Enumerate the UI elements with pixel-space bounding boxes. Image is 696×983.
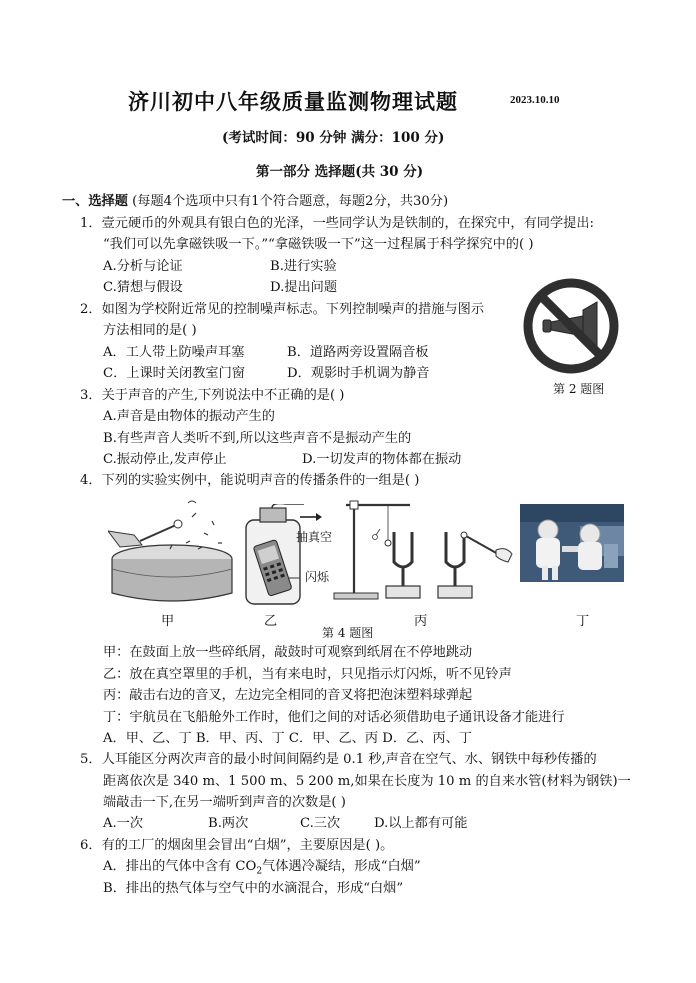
flash-label: 闪烁 <box>305 570 330 584</box>
q6-option-a-sub: 2 <box>256 866 263 877</box>
q3-option-c: C.振动停止,发声停止 <box>103 452 227 467</box>
q5-option-d: D.以上都有可能 <box>374 816 468 831</box>
tuning-fork-right-image <box>436 524 516 600</box>
q4-stem: 4．下列的实验实例中，能说明声音的传播条件的一组是( ) <box>80 473 420 488</box>
q2-option-c: C．上课时关闭教室门窗 <box>103 366 245 381</box>
q4-desc-bing: 丙：敲击右边的音叉，左边完全相同的音叉将把泡沫塑料球弹起 <box>103 688 473 703</box>
q5-stem-2: 距离依次是 340 m、1 500 m、5 200 m,如果在长度为 10 m 的自来水管(材料为钢铁)一 <box>103 774 631 789</box>
q6-option-a-post: 气体遇冷凝结，形成“白烟” <box>262 859 421 874</box>
exam-date: 2023.10.10 <box>510 94 560 106</box>
q5-stem-1: 5．人耳能区分两次声音的最小时间间隔约是 0.1 秒,声音在空气、水、钢铁中每秒传播的 <box>80 752 597 767</box>
astronauts-photo-image <box>520 504 624 582</box>
q2-stem-1: 2．如图为学校附近常见的控制噪声标志。下列控制噪声的措施与图示 <box>80 302 485 317</box>
q3-stem: 3．关于声音的产生,下列说法中不正确的是( ) <box>80 388 345 403</box>
no-horn-sign-icon <box>521 276 621 376</box>
section-title: 第一部分 选择题(共 30 分) <box>256 164 424 180</box>
q6-option-a-pre: A．排出的气体中含有 CO <box>103 859 257 874</box>
exam-title: 济川初中八年级质量监测物理试题 <box>128 89 458 114</box>
fig-label-bing: 丙 <box>414 614 428 629</box>
q1-option-a: A.分析与论证 <box>103 259 183 274</box>
q1-option-d: D.提出问题 <box>270 280 338 295</box>
q4-desc-yi: 乙：放在真空罩里的手机，当有来电时，只见指示灯闪烁，听不见铃声 <box>103 667 512 682</box>
tuning-fork-left-image <box>382 528 424 600</box>
q6-option-b: B．排出的热气体与空气中的水滴混合，形成“白烟” <box>103 881 404 896</box>
q1-option-b: B.进行实验 <box>270 259 337 274</box>
bell-jar-phone-image <box>242 504 304 606</box>
exam-info: (考试时间：90 分钟 满分：100 分) <box>222 130 445 146</box>
q4-figure-label: 第 4 题图 <box>322 626 374 640</box>
q5-stem-3: 端敲击一下,在另一端听到声音的次数是( ) <box>103 795 346 810</box>
q3-option-d: D.一切发声的物体都在振动 <box>302 452 462 467</box>
arrow-right-icon <box>300 512 322 522</box>
q2-option-a: A．工人带上防噪声耳塞 <box>103 345 245 360</box>
q3-option-a: A.声音是由物体的振动产生的 <box>103 409 275 424</box>
q2-figure-label: 第 2 题图 <box>553 382 605 396</box>
part-heading <box>62 192 448 212</box>
q6-stem: 6．有的工厂的烟囱里会冒出“白烟”，主要原因是( )。 <box>80 838 394 853</box>
q3-option-b: B.有些声音人类听不到,所以这些声音不是振动产生的 <box>103 431 412 446</box>
q4-options: A．甲、乙、丁 B．甲、丙、丁 C．甲、乙、丙 D．乙、丙、丁 <box>103 731 472 746</box>
q4-desc-ding: 丁：宇航员在飞船舱外工作时，他们之间的对话必须借助电子通讯设备才能进行 <box>103 710 565 725</box>
drum-experiment-image <box>108 497 236 607</box>
part-heading-rest: (每题4个选项中只有1个符合题意，每题2分，共30分) <box>127 194 449 209</box>
q2-option-b: B．道路两旁设置隔音板 <box>287 345 429 360</box>
fig-label-yi: 乙 <box>264 614 278 629</box>
q2-option-d: D．观影时手机调为静音 <box>287 366 430 381</box>
q1-stem-1: 1．壹元硬币的外观具有银白色的光泽，一些同学认为是铁制的，在探究中，有同学提出: <box>80 216 594 231</box>
q1-option-c: C.猜想与假设 <box>103 280 183 295</box>
q5-option-c: C.三次 <box>300 816 341 831</box>
part-heading-bold: 一、选择题 <box>62 194 128 209</box>
fig-label-jia: 甲 <box>161 614 175 629</box>
fig-label-ding: 丁 <box>576 614 590 629</box>
q2-stem-2: 方法相同的是( ) <box>103 323 197 338</box>
q6-option-a <box>103 857 421 882</box>
q4-desc-jia: 甲：在鼓面上放一些碎纸屑，敲鼓时可观察到纸屑在不停地跳动 <box>103 645 473 660</box>
q1-stem-2: “我们可以先拿磁铁吸一下。”“拿磁铁吸一下”这一过程属于科学探究中的( ) <box>103 237 534 252</box>
q5-option-b: B.两次 <box>208 816 249 831</box>
pump-label: 抽真空 <box>296 530 333 544</box>
q5-option-a: A.一次 <box>103 816 144 831</box>
